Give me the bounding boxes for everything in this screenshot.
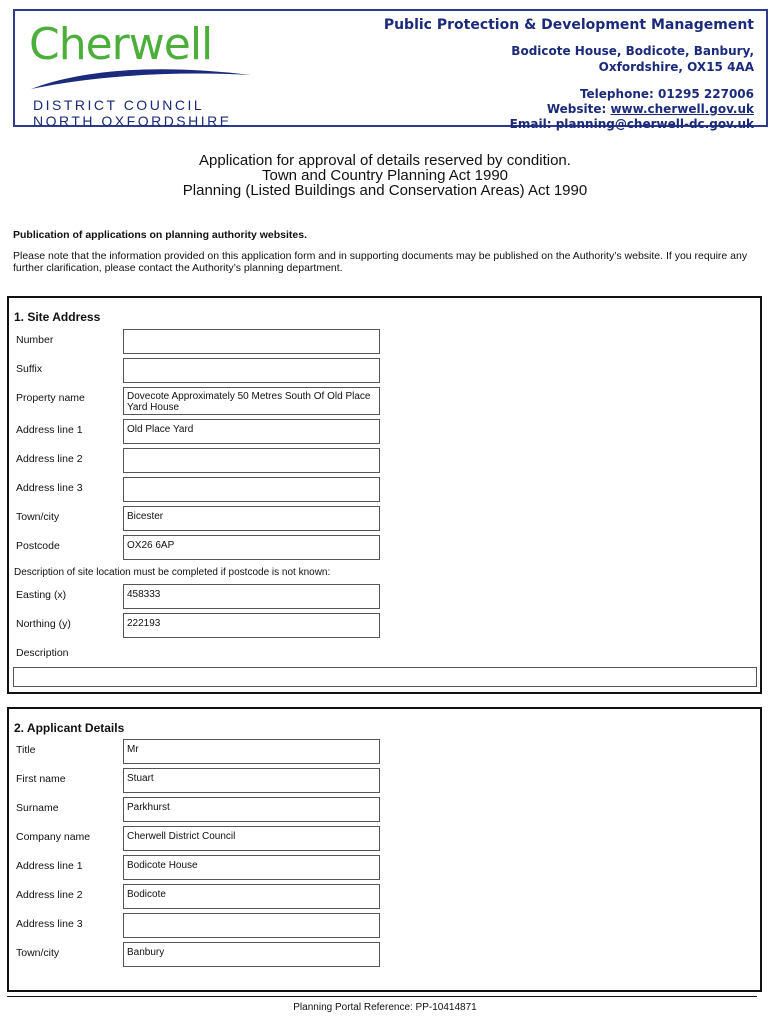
easting-label: Easting (x) bbox=[16, 589, 67, 601]
address-line-2-field[interactable]: Bodicote bbox=[123, 884, 380, 909]
northing-label: Northing (y) bbox=[16, 618, 71, 630]
org-telephone: Telephone: 01295 227006 bbox=[579, 87, 754, 101]
logo-wordmark: Cherwell bbox=[29, 19, 213, 70]
document-title bbox=[0, 153, 770, 198]
email-label: Email: bbox=[509, 117, 556, 131]
easting-field[interactable]: 458333 bbox=[123, 584, 380, 609]
description-field[interactable] bbox=[13, 667, 757, 687]
company-name-label: Company name bbox=[16, 831, 91, 843]
town-city-label: Town/city bbox=[16, 511, 60, 523]
footer-reference: Planning Portal Reference: PP-10414871 bbox=[293, 1002, 477, 1013]
address-line-1-label: Address line 1 bbox=[16, 424, 83, 436]
section-title: 1. Site Address bbox=[14, 310, 101, 324]
org-contact bbox=[384, 87, 754, 132]
address-line-1-field[interactable]: Bodicote House bbox=[123, 855, 380, 880]
swoosh-icon bbox=[29, 65, 254, 93]
address-line-2-label: Address line 2 bbox=[16, 453, 83, 465]
org-email-row bbox=[384, 117, 754, 132]
title-field[interactable]: Mr bbox=[123, 739, 380, 764]
number-field[interactable] bbox=[123, 329, 380, 354]
postcode-field[interactable]: OX26 6AP bbox=[123, 535, 380, 560]
title-line-1: Application for approval of details reserved by condition. bbox=[199, 152, 571, 169]
address-line-1-field[interactable]: Old Place Yard bbox=[123, 419, 380, 444]
council-line-2: NORTH OXFORDSHIRE bbox=[33, 113, 232, 129]
website-link[interactable]: www.cherwell.gov.uk bbox=[610, 102, 754, 116]
address-line-3-label: Address line 3 bbox=[16, 482, 83, 494]
town-city-label: Town/city bbox=[16, 947, 60, 959]
website-label: Website: bbox=[546, 102, 611, 116]
publication-heading: Publication of applications on planning authority websites. bbox=[13, 229, 308, 241]
section-title: 2. Applicant Details bbox=[14, 721, 125, 735]
org-address bbox=[384, 43, 754, 75]
town-city-field[interactable]: Banbury bbox=[123, 942, 380, 967]
first-name-field[interactable]: Stuart bbox=[123, 768, 380, 793]
email-link[interactable]: planning@cherwell-dc.gov.uk bbox=[555, 117, 754, 131]
publication-text: Please note that the information provided on this application form and in supporting documents may be published on the Authority’s website. If you require any further clarification, please contact the Authority’s planning department. bbox=[13, 250, 748, 274]
site-address-section bbox=[7, 296, 762, 694]
cherwell-logo bbox=[29, 19, 259, 129]
suffix-field[interactable] bbox=[123, 358, 380, 383]
address-line-3-label: Address line 3 bbox=[16, 918, 83, 930]
org-website-row bbox=[384, 102, 754, 117]
title-line-3: Planning (Listed Buildings and Conservation Areas) Act 1990 bbox=[182, 182, 588, 199]
surname-field[interactable]: Parkhurst bbox=[123, 797, 380, 822]
surname-label: Surname bbox=[16, 802, 59, 814]
property-name-field[interactable]: Dovecote Approximately 50 Metres South Of Old Place Yard House bbox=[123, 387, 380, 415]
suffix-label: Suffix bbox=[16, 363, 43, 375]
number-label: Number bbox=[16, 334, 54, 346]
location-note: Description of site location must be completed if postcode is not known: bbox=[14, 567, 331, 578]
org-details bbox=[384, 15, 754, 132]
org-title: Public Protection & Development Management bbox=[383, 17, 754, 33]
org-address-line-1: Bodicote House, Bodicote, Banbury, bbox=[511, 44, 754, 58]
address-line-2-label: Address line 2 bbox=[16, 889, 83, 901]
org-address-line-2: Oxfordshire, OX15 4AA bbox=[598, 60, 754, 74]
council-line-1: DISTRICT COUNCIL bbox=[33, 97, 205, 113]
postcode-label: Postcode bbox=[16, 540, 60, 552]
northing-field[interactable]: 222193 bbox=[123, 613, 380, 638]
town-city-field[interactable]: Bicester bbox=[123, 506, 380, 531]
property-name-label: Property name bbox=[16, 392, 85, 404]
description-label: Description bbox=[16, 647, 69, 659]
footer-divider bbox=[7, 996, 757, 997]
first-name-label: First name bbox=[16, 773, 66, 785]
address-line-3-field[interactable] bbox=[123, 913, 380, 938]
applicant-details-section bbox=[7, 707, 762, 992]
company-name-field[interactable]: Cherwell District Council bbox=[123, 826, 380, 851]
letterhead bbox=[13, 9, 768, 131]
address-line-2-field[interactable] bbox=[123, 448, 380, 473]
council-name bbox=[33, 97, 232, 129]
address-line-3-field[interactable] bbox=[123, 477, 380, 502]
title-label: Title bbox=[16, 744, 36, 756]
title-line-2: Town and Country Planning Act 1990 bbox=[262, 167, 508, 184]
address-line-1-label: Address line 1 bbox=[16, 860, 83, 872]
